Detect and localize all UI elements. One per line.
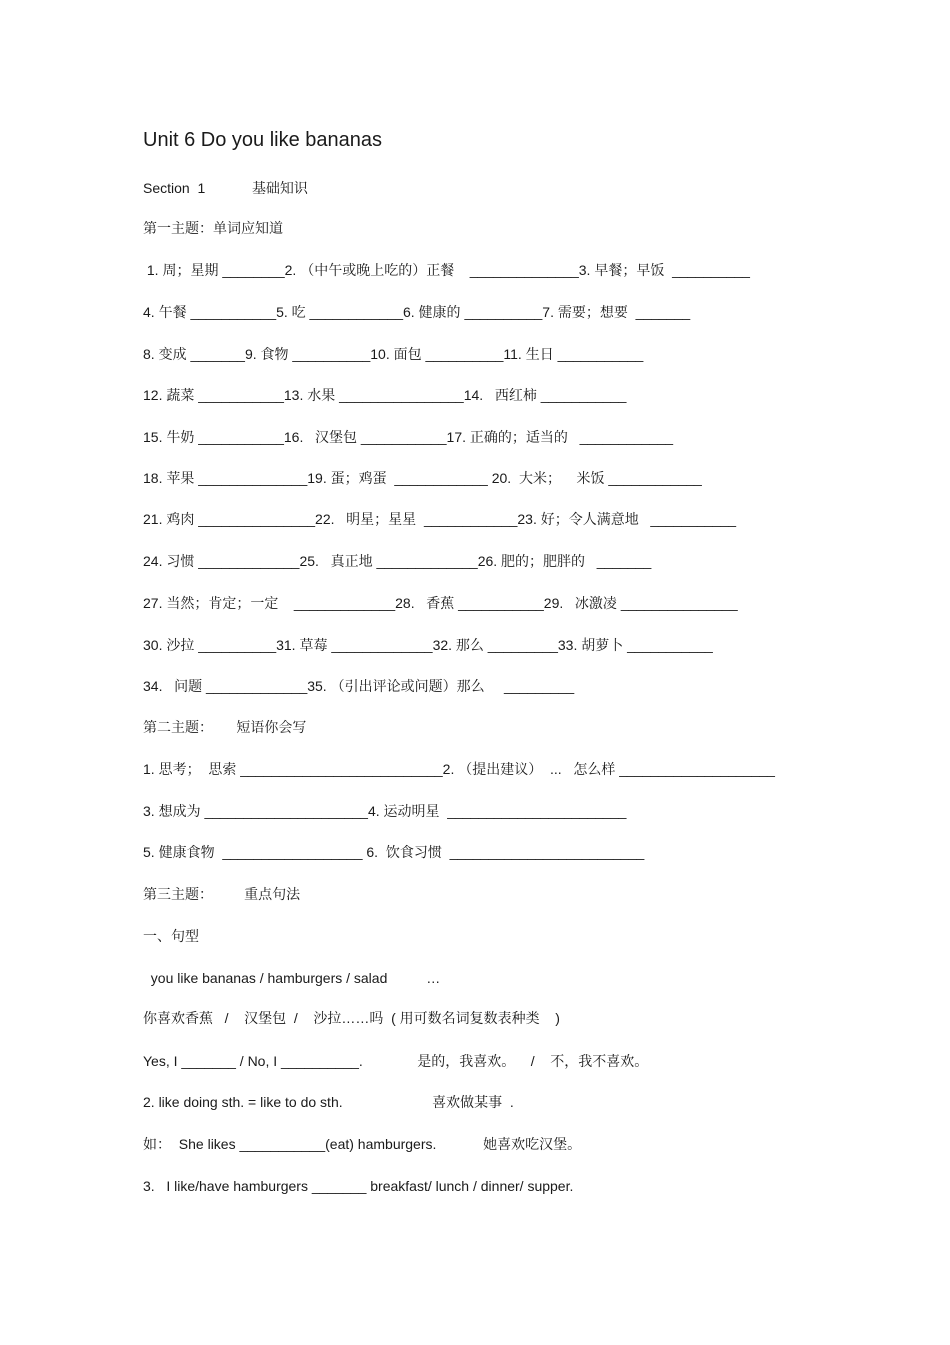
phrase-line: 3. 想成为 _____________________4. 运动明星 _______________________ bbox=[143, 803, 627, 819]
topic-heading: 第一主题：单词应知道 bbox=[143, 220, 283, 236]
vocab-line: 12. 蔬菜 ___________13. 水果 ________________14. 西红柿 ___________ bbox=[143, 387, 627, 403]
vocab-line: 30. 沙拉 __________31. 草莓 _____________32. 那么 _________33. 胡萝卜 ___________ bbox=[143, 637, 713, 653]
sentence-line: Yes, I _______ / No, I __________. 是的，我喜欢。 / 不，我不喜欢。 bbox=[143, 1053, 649, 1069]
vocab-line: 1. 周；星期 ________2. （中午或晚上吃的）正餐 ______________3. 早餐；早饭 __________ bbox=[143, 262, 750, 278]
sentence-line: 3. I like/have hamburgers _______ breakfast/ lunch / dinner/ supper. bbox=[143, 1178, 574, 1194]
phrase-line: 5. 健康食物 __________________ 6. 饮食习惯 _________________________ bbox=[143, 844, 645, 860]
subsection-heading: 一、句型 bbox=[143, 928, 199, 944]
phrase-line: 1. 思考； 思索 __________________________2. （提出建议） ... 怎么样 ____________________ bbox=[143, 761, 775, 777]
vocab-line: 4. 午餐 ___________5. 吃 ____________6. 健康的 __________7. 需要；想要 _______ bbox=[143, 304, 691, 320]
sentence-line: 你喜欢香蕉 / 汉堡包 / 沙拉……吗 ( 用可数名词复数表种类 ) bbox=[143, 1010, 560, 1026]
vocab-line: 27. 当然；肯定；一定 _____________28. 香蕉 ___________29. 冰激凌 _______________ bbox=[143, 595, 738, 611]
vocab-line: 34. 问题 _____________35. （引出评论或问题）那么 _________ bbox=[143, 678, 575, 694]
vocab-line: 8. 变成 _______9. 食物 __________10. 面包 __________11. 生日 ___________ bbox=[143, 346, 644, 362]
sentence-line: 2. like doing sth. = like to do sth. 喜欢做某事 . bbox=[143, 1094, 514, 1110]
vocab-line: 18. 苹果 ______________19. 蛋；鸡蛋 ____________ 20. 大米； 米饭 ____________ bbox=[143, 470, 702, 486]
vocab-line: 21. 鸡肉 _______________22. 明星；星星 ____________23. 好；令人满意地 ___________ bbox=[143, 511, 737, 527]
sentence-line: you like bananas / hamburgers / salad … bbox=[143, 970, 441, 986]
section-heading: Section 1 基础知识 bbox=[143, 180, 308, 196]
topic-heading: 第二主题： 短语你会写 bbox=[143, 719, 307, 735]
vocab-line: 24. 习惯 _____________25. 真正地 _____________26. 肥的；肥胖的 _______ bbox=[143, 553, 652, 569]
sentence-line: 如： She likes ___________(eat) hamburgers. 她喜欢吃汉堡。 bbox=[143, 1136, 582, 1152]
vocab-line: 15. 牛奶 ___________16. 汉堡包 ___________17. 正确的；适当的 ____________ bbox=[143, 429, 674, 445]
document-title: Unit 6 Do you like bananas bbox=[143, 129, 383, 151]
topic-heading: 第三主题： 重点句法 bbox=[143, 886, 301, 902]
